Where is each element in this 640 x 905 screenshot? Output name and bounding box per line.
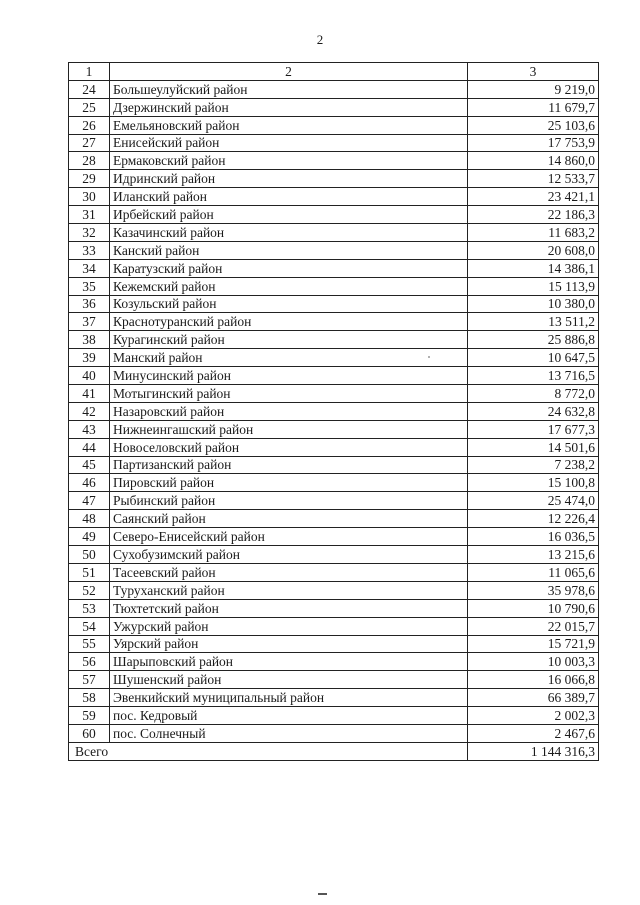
row-number: 33 bbox=[69, 241, 110, 259]
table-row bbox=[69, 98, 599, 116]
row-number: 39 bbox=[69, 349, 110, 367]
district-name: Минусинский район bbox=[110, 367, 468, 385]
district-name: Казачинский район bbox=[110, 224, 468, 242]
table-row bbox=[69, 134, 599, 152]
header-col-1: 1 bbox=[69, 63, 110, 81]
amount-value: 14 386,1 bbox=[468, 259, 599, 277]
table-row bbox=[69, 188, 599, 206]
table-row bbox=[69, 492, 599, 510]
district-name: Шушенский район bbox=[110, 671, 468, 689]
district-name: Мотыгинский район bbox=[110, 385, 468, 403]
row-number: 34 bbox=[69, 259, 110, 277]
amount-value: 13 716,5 bbox=[468, 367, 599, 385]
amount-value: 24 632,8 bbox=[468, 402, 599, 420]
row-number: 30 bbox=[69, 188, 110, 206]
table-row bbox=[69, 474, 599, 492]
table-row bbox=[69, 367, 599, 385]
row-number: 44 bbox=[69, 438, 110, 456]
amount-value: 15 721,9 bbox=[468, 635, 599, 653]
row-number: 28 bbox=[69, 152, 110, 170]
amount-value: 9 219,0 bbox=[468, 80, 599, 98]
row-number: 37 bbox=[69, 313, 110, 331]
table-row bbox=[69, 152, 599, 170]
district-name: Дзержинский район bbox=[110, 98, 468, 116]
amount-value: 17 753,9 bbox=[468, 134, 599, 152]
district-name: пос. Солнечный bbox=[110, 724, 468, 742]
row-number: 38 bbox=[69, 331, 110, 349]
row-number: 27 bbox=[69, 134, 110, 152]
amount-value: 16 036,5 bbox=[468, 528, 599, 546]
row-number: 29 bbox=[69, 170, 110, 188]
district-name: Емельяновский район bbox=[110, 116, 468, 134]
table-row bbox=[69, 617, 599, 635]
district-name: пос. Кедровый bbox=[110, 707, 468, 725]
amount-value: 10 003,3 bbox=[468, 653, 599, 671]
row-number: 49 bbox=[69, 528, 110, 546]
table-row bbox=[69, 206, 599, 224]
amount-value: 22 015,7 bbox=[468, 617, 599, 635]
row-number: 40 bbox=[69, 367, 110, 385]
row-number: 32 bbox=[69, 224, 110, 242]
row-number: 47 bbox=[69, 492, 110, 510]
table-row bbox=[69, 689, 599, 707]
district-name: Курагинский район bbox=[110, 331, 468, 349]
amount-value: 16 066,8 bbox=[468, 671, 599, 689]
district-name: Манский район bbox=[110, 349, 468, 367]
table-row bbox=[69, 420, 599, 438]
district-name: Иланский район bbox=[110, 188, 468, 206]
amount-value: 17 677,3 bbox=[468, 420, 599, 438]
header-col-2: 2 bbox=[110, 63, 468, 81]
table-row bbox=[69, 277, 599, 295]
table-row bbox=[69, 581, 599, 599]
row-number: 43 bbox=[69, 420, 110, 438]
amount-value: 13 215,6 bbox=[468, 546, 599, 564]
allocation-table bbox=[68, 62, 599, 761]
district-name: Большеулуйский район bbox=[110, 80, 468, 98]
district-name: Козульский район bbox=[110, 295, 468, 313]
district-name: Краснотуранский район bbox=[110, 313, 468, 331]
district-name: Уярский район bbox=[110, 635, 468, 653]
district-name: Саянский район bbox=[110, 510, 468, 528]
total-value: 1 144 316,3 bbox=[468, 742, 599, 760]
scan-speck bbox=[428, 356, 430, 358]
district-name: Туруханский район bbox=[110, 581, 468, 599]
district-name: Кежемский район bbox=[110, 277, 468, 295]
table-row bbox=[69, 385, 599, 403]
district-name: Рыбинский район bbox=[110, 492, 468, 510]
amount-value: 25 886,8 bbox=[468, 331, 599, 349]
district-name: Нижнеингашский район bbox=[110, 420, 468, 438]
table-row bbox=[69, 563, 599, 581]
table-row bbox=[69, 224, 599, 242]
amount-value: 7 238,2 bbox=[468, 456, 599, 474]
page-number: 2 bbox=[316, 32, 324, 47]
table-row bbox=[69, 116, 599, 134]
amount-value: 8 772,0 bbox=[468, 385, 599, 403]
district-name: Шарыповский район bbox=[110, 653, 468, 671]
row-number: 57 bbox=[69, 671, 110, 689]
row-number: 53 bbox=[69, 599, 110, 617]
row-number: 36 bbox=[69, 295, 110, 313]
district-name: Тасеевский район bbox=[110, 563, 468, 581]
amount-value: 14 501,6 bbox=[468, 438, 599, 456]
district-name: Ермаковский район bbox=[110, 152, 468, 170]
row-number: 55 bbox=[69, 635, 110, 653]
district-name: Северо-Енисейский район bbox=[110, 528, 468, 546]
row-number: 41 bbox=[69, 385, 110, 403]
table-row bbox=[69, 707, 599, 725]
amount-value: 10 647,5 bbox=[468, 349, 599, 367]
district-name: Ужурский район bbox=[110, 617, 468, 635]
amount-value: 35 978,6 bbox=[468, 581, 599, 599]
header-col-3: 3 bbox=[468, 63, 599, 81]
table-row bbox=[69, 402, 599, 420]
district-name: Ирбейский район bbox=[110, 206, 468, 224]
amount-value: 10 790,6 bbox=[468, 599, 599, 617]
table-row bbox=[69, 456, 599, 474]
amount-value: 25 103,6 bbox=[468, 116, 599, 134]
table-row bbox=[69, 438, 599, 456]
amount-value: 11 065,6 bbox=[468, 563, 599, 581]
district-name: Идринский район bbox=[110, 170, 468, 188]
row-number: 56 bbox=[69, 653, 110, 671]
table-row bbox=[69, 635, 599, 653]
row-number: 25 bbox=[69, 98, 110, 116]
row-number: 50 bbox=[69, 546, 110, 564]
table-row bbox=[69, 546, 599, 564]
scan-mark bbox=[318, 893, 327, 895]
row-number: 51 bbox=[69, 563, 110, 581]
district-name: Енисейский район bbox=[110, 134, 468, 152]
table-row bbox=[69, 313, 599, 331]
district-name: Каратузский район bbox=[110, 259, 468, 277]
table-row bbox=[69, 170, 599, 188]
district-name: Тюхтетский район bbox=[110, 599, 468, 617]
row-number: 58 bbox=[69, 689, 110, 707]
table-row bbox=[69, 349, 599, 367]
table-row bbox=[69, 653, 599, 671]
total-row bbox=[69, 742, 599, 760]
amount-value: 13 511,2 bbox=[468, 313, 599, 331]
row-number: 26 bbox=[69, 116, 110, 134]
amount-value: 11 679,7 bbox=[468, 98, 599, 116]
amount-value: 2 002,3 bbox=[468, 707, 599, 725]
row-number: 59 bbox=[69, 707, 110, 725]
district-name: Пировский район bbox=[110, 474, 468, 492]
amount-value: 12 533,7 bbox=[468, 170, 599, 188]
table-row bbox=[69, 331, 599, 349]
row-number: 46 bbox=[69, 474, 110, 492]
table-header-row bbox=[69, 63, 599, 81]
table-row bbox=[69, 80, 599, 98]
table-row bbox=[69, 724, 599, 742]
row-number: 52 bbox=[69, 581, 110, 599]
table-row bbox=[69, 528, 599, 546]
row-number: 48 bbox=[69, 510, 110, 528]
total-label: Всего bbox=[69, 742, 468, 760]
table-row bbox=[69, 599, 599, 617]
amount-value: 2 467,6 bbox=[468, 724, 599, 742]
district-name: Эвенкийский муниципальный район bbox=[110, 689, 468, 707]
district-name: Канский район bbox=[110, 241, 468, 259]
district-name: Сухобузимский район bbox=[110, 546, 468, 564]
row-number: 31 bbox=[69, 206, 110, 224]
amount-value: 66 389,7 bbox=[468, 689, 599, 707]
amount-value: 25 474,0 bbox=[468, 492, 599, 510]
district-name: Новоселовский район bbox=[110, 438, 468, 456]
table-row bbox=[69, 241, 599, 259]
row-number: 45 bbox=[69, 456, 110, 474]
row-number: 35 bbox=[69, 277, 110, 295]
row-number: 60 bbox=[69, 724, 110, 742]
amount-value: 15 100,8 bbox=[468, 474, 599, 492]
amount-value: 11 683,2 bbox=[468, 224, 599, 242]
amount-value: 15 113,9 bbox=[468, 277, 599, 295]
row-number: 42 bbox=[69, 402, 110, 420]
district-name: Партизанский район bbox=[110, 456, 468, 474]
table-row bbox=[69, 671, 599, 689]
amount-value: 14 860,0 bbox=[468, 152, 599, 170]
district-name: Назаровский район bbox=[110, 402, 468, 420]
amount-value: 10 380,0 bbox=[468, 295, 599, 313]
amount-value: 23 421,1 bbox=[468, 188, 599, 206]
table-row bbox=[69, 510, 599, 528]
table-row bbox=[69, 259, 599, 277]
amount-value: 12 226,4 bbox=[468, 510, 599, 528]
row-number: 24 bbox=[69, 80, 110, 98]
amount-value: 20 608,0 bbox=[468, 241, 599, 259]
table-row bbox=[69, 295, 599, 313]
amount-value: 22 186,3 bbox=[468, 206, 599, 224]
row-number: 54 bbox=[69, 617, 110, 635]
